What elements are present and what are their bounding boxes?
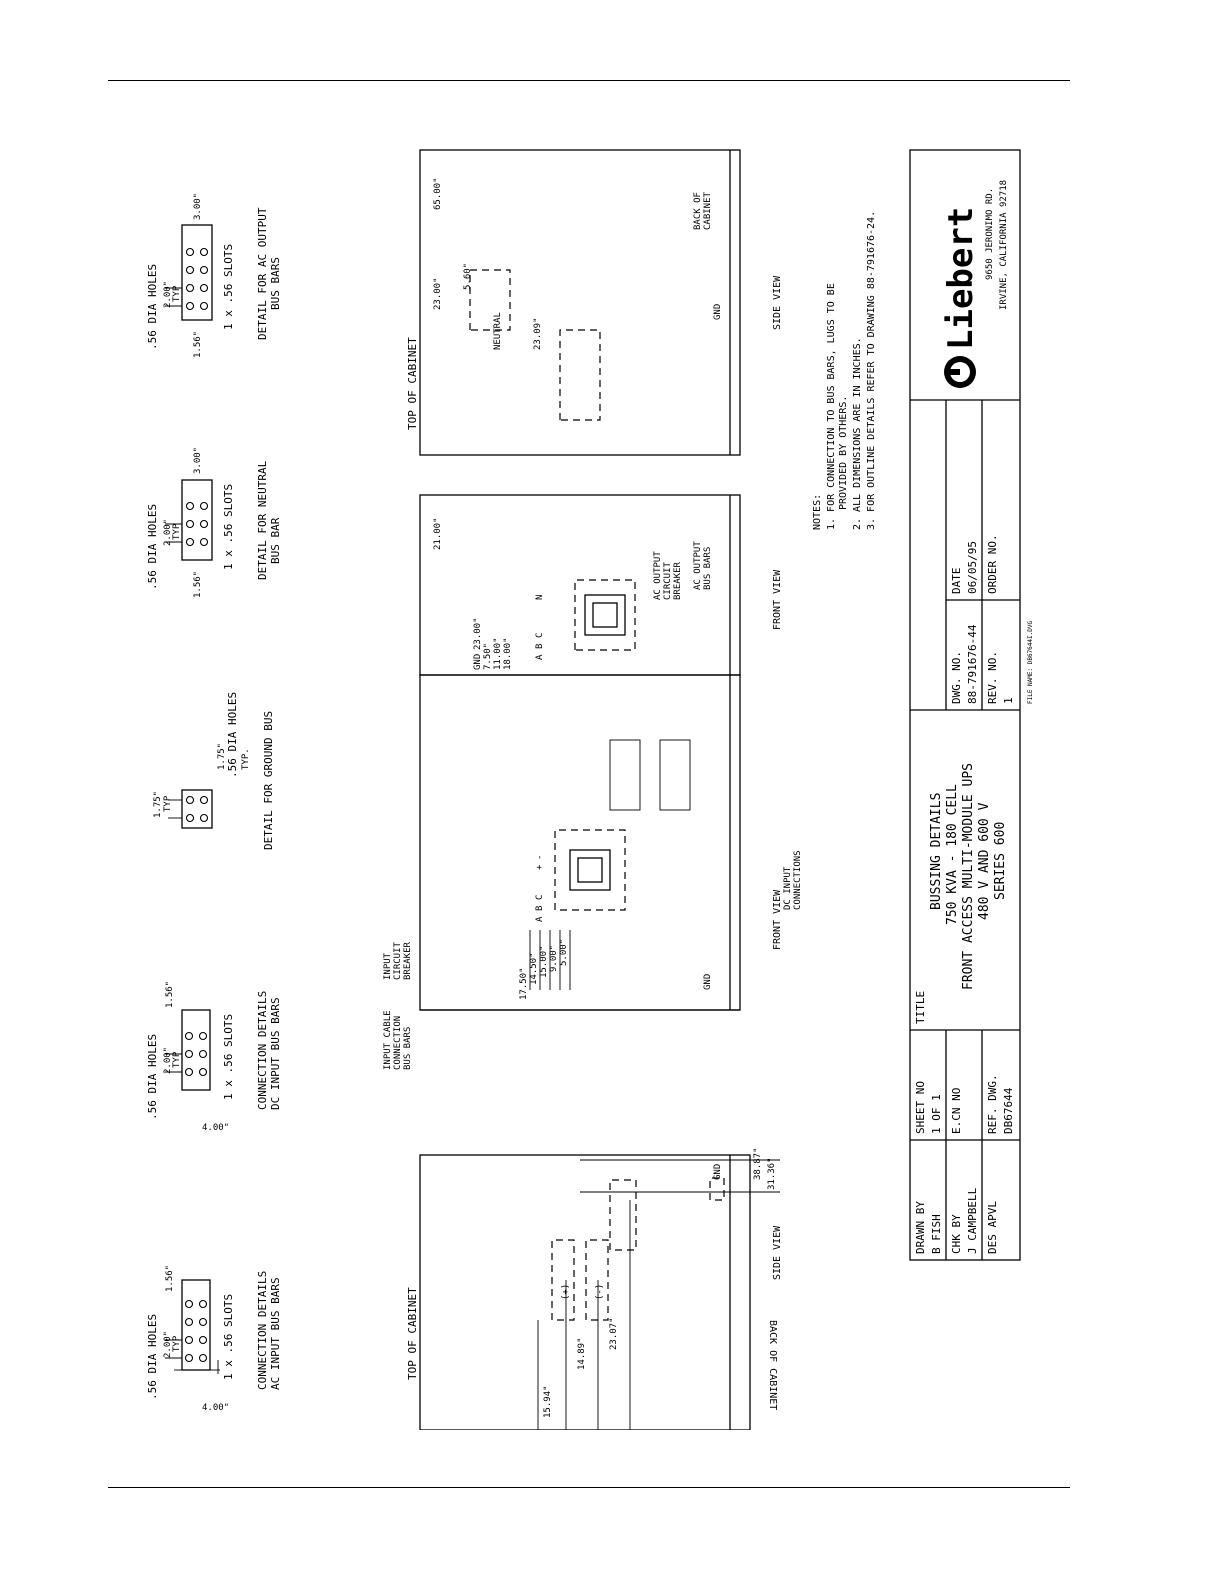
dc-minus: - [535,854,545,860]
phase-b: B [535,905,545,911]
dc-minus-marker: (-) [595,1283,605,1300]
note-1: 1. FOR CONNECTION TO BUS BARS, LUGS TO BE [826,283,837,530]
title-line-4: 480 V AND 600 V [977,802,992,920]
notes-block [812,211,877,530]
detail-typ: TYP [172,1051,182,1068]
brand-name: Liebert [941,206,981,350]
detail-pitch: 1.75" [153,790,163,818]
detail-pitch: 2.00" [163,1046,173,1074]
detail-title-2: BUS BARS [269,257,282,310]
drawn-by-label: DRAWN BY [914,1201,927,1254]
title-label: TITLE [914,990,927,1024]
gnd-label: GND [713,1163,723,1180]
address-line-1: 9650 JERONIMO RD. [985,187,995,280]
detail-title-1: DETAIL FOR NEUTRAL [256,460,269,580]
view-side-left [406,1147,783,1430]
ac-breaker-3: BREAKER [673,562,683,600]
dc-plus: + [535,864,545,870]
gnd-label: GND [473,653,483,670]
detail-title-1: DETAIL FOR AC OUTPUT [256,207,269,340]
ref-label: REF. DWG. [986,1074,999,1134]
dim-23-09: 23.09" [533,317,543,350]
cabinet-outline [420,675,740,1010]
ac-bus-2: BUS BARS [703,546,713,590]
detail-typ: TYP [172,285,182,302]
front-view-label: FRONT VIEW [772,889,783,950]
title-line-5: SERIES 600 [993,821,1008,900]
note-1b: PROVIDED BY OTHERS. [838,395,849,510]
side-top-label: TOP OF CABINET [406,337,419,430]
dim-38-87: 38.87" [753,1147,763,1180]
detail-ac-input [146,1265,282,1413]
view-side-right [406,150,783,455]
detail-pitch-2: 1.75" [217,742,227,770]
note-3: 3. FOR OUTLINE DETAILS REFER TO DRAWING 88-791676-24. [866,210,877,530]
title-block [910,150,1034,1260]
detail-height: 4.00" [202,1403,230,1413]
phase-a: A [535,654,545,660]
chk-label: CHK BY [950,1214,963,1254]
detail-typ: TYP [172,523,182,540]
date-label: DATE [950,567,963,594]
input-bus-3: BUS BARS [403,1026,413,1070]
detail-holes-label: .56 DIA HOLES [146,263,159,350]
sheet-label: SHEET NO [914,1081,927,1134]
side-view-label: SIDE VIEW [772,1225,783,1280]
detail-slots: 1 x .56 SLOTS [222,483,235,570]
gnd-label: GND [713,303,723,320]
detail-holes-typ: TYP. [241,748,251,770]
title-line-3: FRONT ACCESS MULTI-MODULE UPS [961,763,976,990]
detail-slots: 1 x .56 SLOTS [222,1293,235,1380]
ecn-label: E.CN NO [950,1087,963,1134]
bussing-drawing [140,130,1050,1430]
ac-breaker-1: AC OUTPUT [653,551,663,600]
neutral-n: N [535,594,545,600]
dim-17-50: 17.50" [519,967,529,1000]
back-label-2: CABINET [703,192,713,230]
detail-slots: 1 x .56 SLOTS [222,1013,235,1100]
side-top-label: TOP OF CABINET [406,1287,419,1380]
dim-5-60: 5.60" [463,262,473,290]
detail-edge: 1.56" [165,1264,175,1292]
dim-9-00: 9.00" [549,944,559,972]
detail-title: DETAIL FOR GROUND BUS [262,710,275,850]
detail-ground [153,692,275,850]
detail-holes-label: .56 DIA HOLES [146,1313,159,1400]
neutral-label: NEUTRAL [493,312,503,350]
dim-15-94: 15.94" [543,1385,553,1418]
dc-connections-2: CONNECTIONS [793,850,803,910]
side-back-label: BACK OF CABINET [767,1320,778,1411]
dwg-label: DWG. NO. [950,651,963,704]
dim-11-00: 11.00" [493,637,503,670]
chk-value: J CAMPBELL [966,1187,979,1254]
dim-23-00: 23.00" [473,617,483,650]
detail-title-1: CONNECTION DETAILS [256,1270,269,1390]
note-2: 2. ALL DIMENSIONS ARE IN INCHES. [852,337,863,530]
detail-title-1: CONNECTION DETAILS [256,990,269,1110]
detail-edge: 1.56" [165,980,175,1008]
detail-dc-input [146,981,282,1133]
title-line-2: 750 KVA - 180 CELL [945,784,960,925]
detail-holes-label: .56 DIA HOLES [226,691,239,778]
phase-c: C [535,894,545,900]
dim-23-07: 23.07" [609,1317,619,1350]
view-front-left [383,675,803,1070]
back-label-1: BACK OF [693,192,703,230]
detail-height: 3.00" [193,446,203,474]
bus-bar-outline [182,480,212,560]
cabinet-outline [420,1155,750,1430]
detail-pitch: 2.00" [163,1330,173,1358]
phase-b: B [535,643,545,649]
dim-14-89: 14.89" [577,1337,587,1370]
file-name: FILE NAME: DB67644I.DVG [1027,620,1034,704]
gnd-label: GND [703,973,713,990]
cabinet-outline [420,495,740,675]
dim-31-36: 31.36" [767,1157,777,1190]
dc-connections-1: DC INPUT [783,866,793,910]
input-breaker-2: CIRCUIT [393,942,403,980]
order-label: ORDER NO. [986,534,999,594]
input-breaker-3: BREAKER [403,942,413,980]
dim-21-00: 21.00" [433,517,443,550]
detail-height: 3.00" [193,192,203,220]
dwg-value: 88-791676-44 [966,624,979,704]
detail-edge: 1.56" [193,330,203,358]
detail-typ: TYP [172,1335,182,1352]
detail-ac-output [146,193,282,358]
detail-pitch: 2.00" [163,518,173,546]
detail-neutral [146,447,282,598]
drawing-sheet [140,130,1050,1430]
dc-plus-marker: (+) [561,1283,571,1300]
liebert-logo [941,180,1009,388]
sheet-value: 1 OF 1 [930,1094,943,1134]
bus-bar-outline [182,790,212,828]
des-label: DES APVL [986,1201,999,1254]
input-breaker-1: INPUT [383,952,393,980]
detail-height: 4.00" [202,1123,230,1133]
dim-23-00: 23.00" [433,277,443,310]
detail-title-2: BUS BAR [269,517,282,564]
dim-7-50: 7.50" [483,642,493,670]
dim-18-00: 18.00" [503,637,513,670]
detail-title-2: AC INPUT BUS BARS [269,1277,282,1390]
input-bus-1: INPUT CABLE [383,1010,393,1070]
detail-typ: TYP [163,795,173,812]
cabinet-outline [420,150,740,455]
detail-holes-label: .56 DIA HOLES [146,1033,159,1120]
view-front-right [420,495,783,675]
detail-title-2: DC INPUT BUS BARS [269,997,282,1110]
address-line-2: IRVINE, CALIFORNIA 92718 [999,179,1009,310]
dim-14-50: 14.50" [529,952,539,985]
ac-bus-1: AC OUTPUT [693,541,703,590]
ref-value: DB67644 [1002,1087,1015,1134]
dim-65-00: 65.00" [433,177,443,210]
drawn-by-value: B FISH [930,1214,943,1254]
ac-breaker-2: CIRCUIT [663,562,673,600]
detail-edge: 1.56" [193,570,203,598]
title-line-1: BUSSING DETAILS [929,792,944,910]
phase-a: A [535,916,545,922]
notes-heading: NOTES: [812,493,823,530]
phase-c: C [535,632,545,638]
dim-15-00: 15.00" [539,945,549,978]
input-bus-2: CONNECTION [393,1015,403,1070]
date-value: 06/05/95 [966,541,979,594]
detail-pitch: 2.00" [163,280,173,308]
front-view-label: FRONT VIEW [772,569,783,630]
detail-holes-label: .56 DIA HOLES [146,503,159,590]
bus-bar-outline [182,1010,210,1090]
rev-value: 1 [1002,697,1015,704]
dim-5-00: 5.00" [559,938,569,966]
side-view-label: SIDE VIEW [772,275,783,330]
rev-label: REV. NO. [986,651,999,704]
detail-slots: 1 x .56 SLOTS [222,243,235,330]
